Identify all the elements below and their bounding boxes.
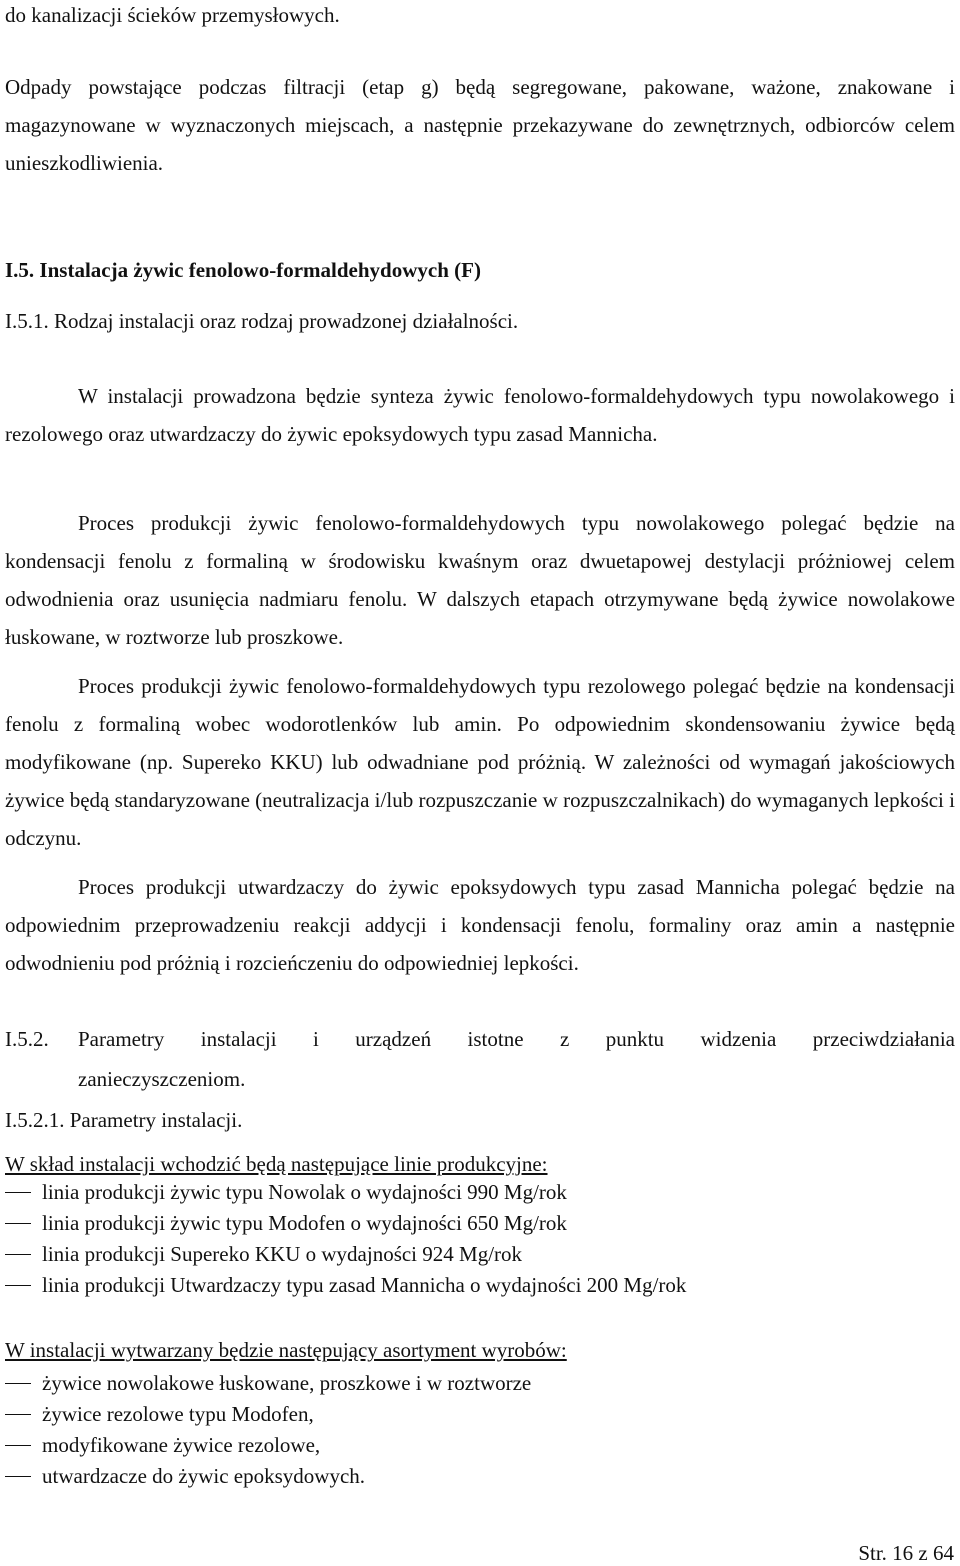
production-lines-list (5, 1177, 686, 1301)
list-item (5, 1177, 686, 1208)
list-item-text: utwardzacze do żywic epoksydowych. (42, 1464, 366, 1488)
section-heading-i5: I.5. Instalacja żywic fenolowo-formaldehydowych (F) (5, 258, 481, 282)
subsection-heading-i52-text (78, 1019, 955, 1099)
products-title: W instalacji wytwarzany będzie następujący asortyment wyrobów: (5, 1338, 567, 1362)
dash-bullet-icon (5, 1223, 31, 1224)
list-item-text: żywice nowolakowe łuskowane, proszkowe i w roztworze (42, 1371, 532, 1395)
dash-bullet-icon (5, 1383, 31, 1384)
list-item-text: linia produkcji żywic typu Modofen o wydajności 650 Mg/rok (42, 1211, 567, 1235)
dash-bullet-icon (5, 1476, 31, 1477)
paragraph-mannich-process: Proces produkcji utwardzaczy do żywic epoksydowych typu zasad Mannicha polegać będzie na odpowiednim przeprowadzeniu reakcji addycji i kondensacji fenolu, formaliny oraz amin a następnie odwodnieniu pod próżnią i rozcieńczeniu do odpowiedniej lepkości. (5, 875, 955, 975)
products-list (5, 1368, 531, 1492)
list-item-text: linia produkcji Supereko KKU o wydajności 924 Mg/rok (42, 1242, 523, 1266)
dash-bullet-icon (5, 1192, 31, 1193)
list-item-text: żywice rezolowe typu Modofen, (42, 1402, 314, 1426)
list-item (5, 1270, 686, 1301)
list-item-text: linia produkcji Utwardzaczy typu zasad Mannicha o wydajności 200 Mg/rok (42, 1273, 687, 1297)
list-item (5, 1368, 531, 1399)
list-item-text: modyfikowane żywice rezolowe, (42, 1433, 321, 1457)
dash-bullet-icon (5, 1445, 31, 1446)
subsection-heading-i52 (5, 1019, 955, 1099)
dash-bullet-icon (5, 1414, 31, 1415)
subsection-heading-i521: I.5.2.1. Parametry instalacji. (5, 1108, 243, 1132)
subsection-heading-i52-number: I.5.2. (5, 1027, 49, 1051)
production-lines-title: W skład instalacji wchodzić będą następujące linie produkcyjne: (5, 1152, 548, 1176)
top-line-text: do kanalizacji ścieków przemysłowych. (5, 3, 340, 27)
subsection-heading-i52-line2: zanieczyszczeniom. (78, 1067, 246, 1091)
list-item (5, 1239, 686, 1270)
list-item-text: linia produkcji żywic typu Nowolak o wydajności 990 Mg/rok (42, 1180, 567, 1204)
list-item (5, 1430, 531, 1461)
paragraph-resol-process: Proces produkcji żywic fenolowo-formaldehydowych typu rezolowego polegać będzie na kondensacji fenolu z formaliną wobec wodorotlenków lub amin. Po odpowiednim skondensowaniu żywice będą modyfikowane (np. Supereko KKU) lub odwadniane pod próżnią. W zależności od wymagań jakościowych żywice będą standaryzowane (neutralizacja i/lub rozpuszczanie w rozpuszczalnikach) do wymaganych lepkości i odczynu. (5, 674, 955, 850)
list-item (5, 1208, 686, 1239)
list-item (5, 1461, 531, 1492)
paragraph-novolak-process: Proces produkcji żywic fenolowo-formaldehydowych typu nowolakowego polegać będzie na kondensacji fenolu z formaliną w środowisku kwaśnym oraz dwuetapowej destylacji próżniowej celem odwodnienia oraz usunięcia nadmiaru fenolu. W dalszych etapach otrzymywane będą żywice nowolakowe łuskowane, w roztworze lub proszkowe. (5, 511, 955, 649)
page-number: Str. 16 z 64 (858, 1541, 954, 1565)
dash-bullet-icon (5, 1285, 31, 1286)
subsection-heading-i52-line1: Parametry instalacji i urządzeń istotne z punktu widzenia przeciwdziałania (78, 1027, 955, 1051)
list-item (5, 1399, 531, 1430)
paragraph-synthesis: W instalacji prowadzona będzie synteza żywic fenolowo-formaldehydowych typu nowolakowego i rezolowego oraz utwardzaczy do żywic epoksydowych typu zasad Mannicha. (5, 384, 955, 446)
subsection-heading-i51: I.5.1. Rodzaj instalacji oraz rodzaj prowadzonej działalności. (5, 309, 519, 333)
paragraph-waste: Odpady powstające podczas filtracji (etap g) będą segregowane, pakowane, ważone, znakowane i magazynowane w wyznaczonych miejscach, a następnie przekazywane do zewnętrznych, odbiorców celem unieszkodliwienia. (5, 75, 955, 175)
dash-bullet-icon (5, 1254, 31, 1255)
